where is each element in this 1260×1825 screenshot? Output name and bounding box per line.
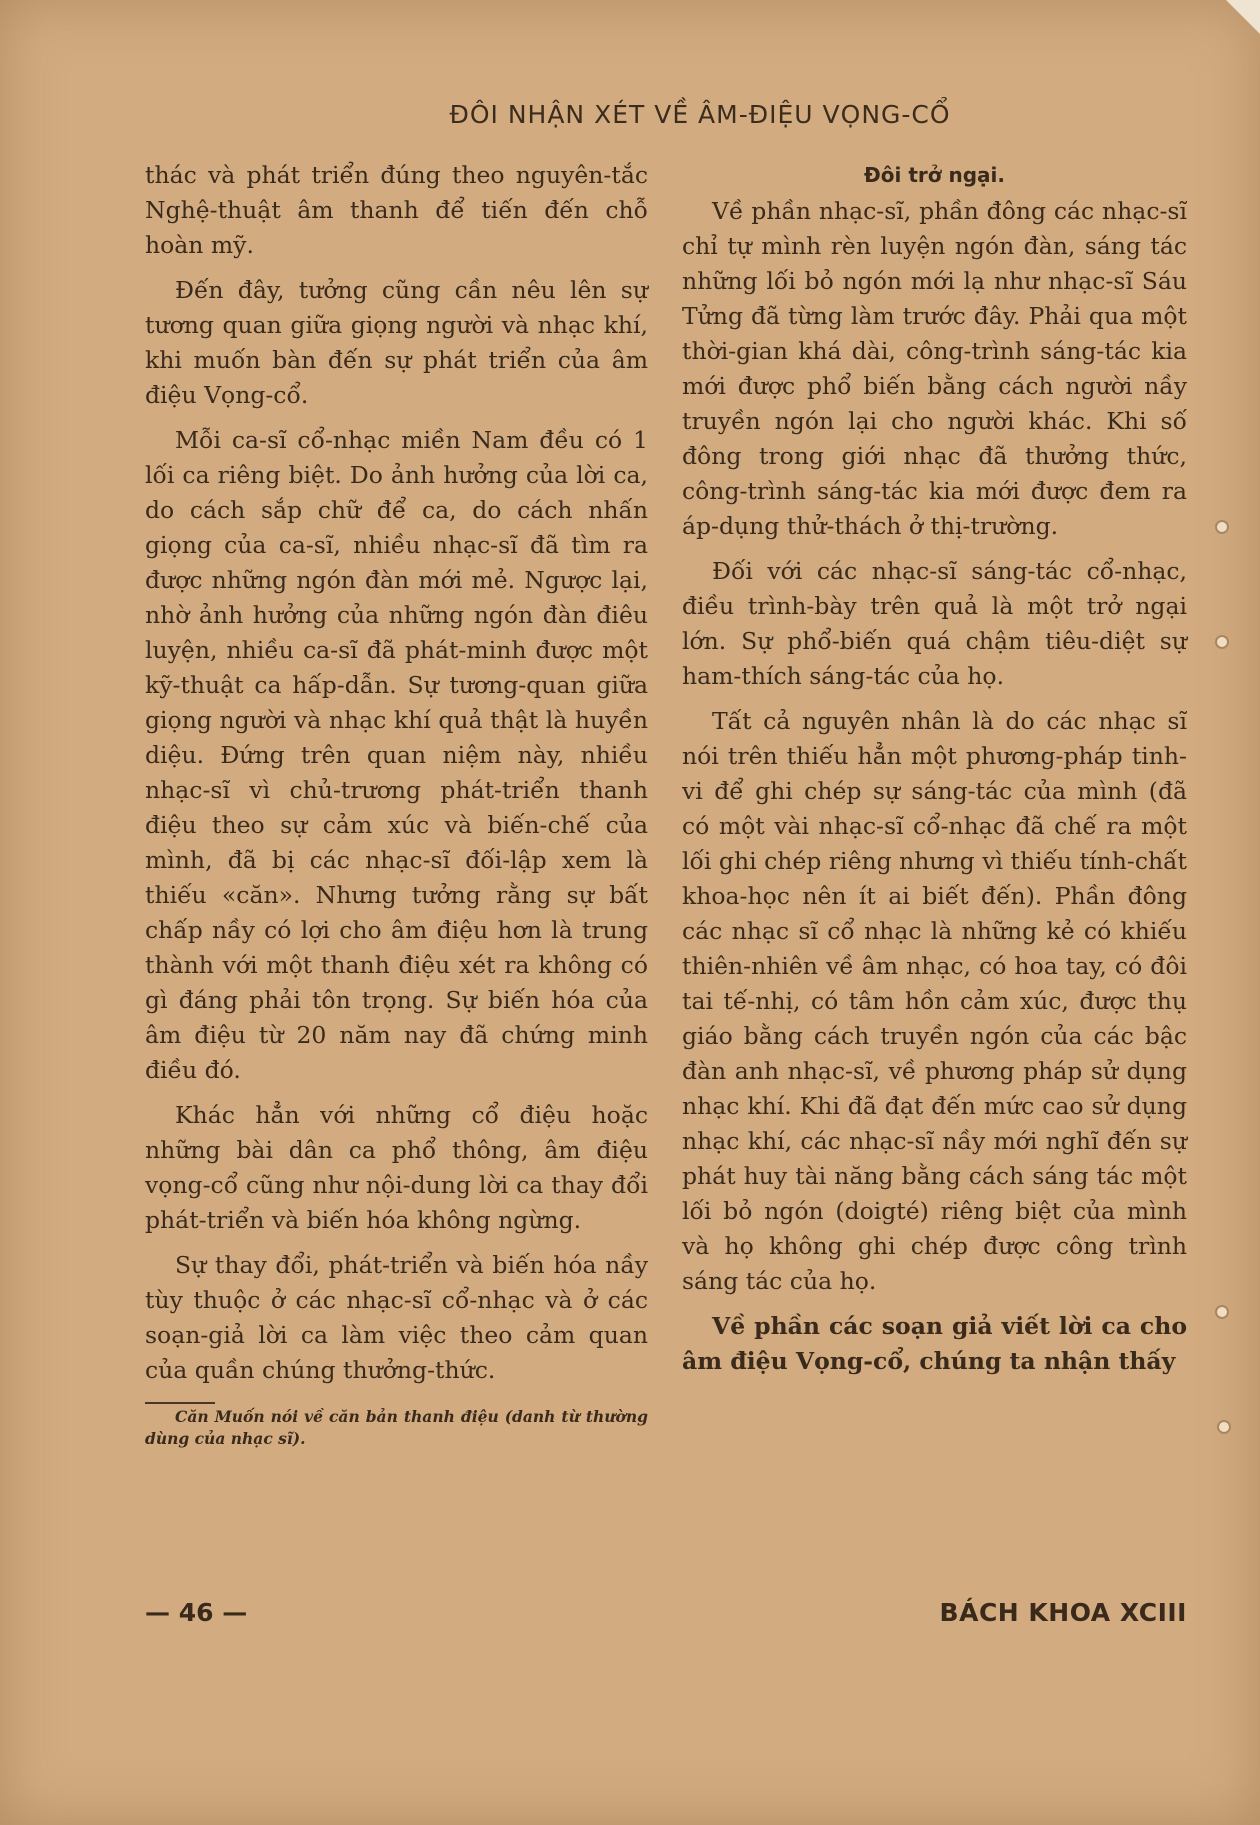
page-header: ĐÔI NHẬN XÉT VỀ ÂM-ĐIỆU VỌNG-CỔ [449, 100, 951, 129]
paragraph: Đối với các nhạc-sĩ sáng-tác cổ-nhạc, điều trình-bày trên quả là một trở ngại lớn. Sự phổ-biến quá chậm tiêu-diệt sự ham-thích sáng-tác của họ. [682, 557, 1187, 690]
binding-hole [1215, 635, 1229, 649]
binding-hole [1215, 520, 1229, 534]
footnote: Căn Muốn nói về căn bản thanh điệu (danh từ thường dùng của nhạc sĩ). [145, 1407, 648, 1448]
section-title: Đôi trở ngại. [864, 163, 1005, 187]
binding-hole [1215, 1305, 1229, 1319]
torn-corner [1226, 0, 1260, 34]
page-number: — 46 — [145, 1598, 248, 1627]
publication-name: BÁCH KHOA XCIII [939, 1598, 1187, 1627]
paragraph: Đến đây, tưởng cũng cần nêu lên sự tương quan giữa giọng người và nhạc khí, khi muốn bàn đến sự phát triển của âm điệu Vọng-cổ. [145, 276, 648, 409]
paragraph: Về phần nhạc-sĩ, phần đông các nhạc-sĩ chỉ tự mình rèn luyện ngón đàn, sáng tác những lối bỏ ngón mới lạ như nhạc-sĩ Sáu Tửng đã từng làm trước đây. Phải qua một thời-gian khá dài, công-trình sáng-tác kia mới được phổ biến bằng cách người nầy truyền ngón lại cho người khác. Khi số đông trong giới nhạc đã thưởng thức, công-trình sáng-tác kia mới được đem ra áp-dụng thử-thách ở thị-trường. [682, 197, 1187, 540]
paragraph: Tất cả nguyên nhân là do các nhạc sĩ nói trên thiếu hẳn một phương-pháp tinh-vi để ghi chép sự sáng-tác của mình (đã có một vài nhạc-sĩ cổ-nhạc đã chế ra một lối ghi chép riêng nhưng vì thiếu tính-chất khoa-học nên ít ai biết đến). Phần đông các nhạc sĩ cổ nhạc là những kẻ có khiếu thiên-nhiên về âm nhạc, có hoa tay, có đôi tai tế-nhị, có tâm hồn cảm xúc, được thụ giáo bằng cách truyền ngón của các bậc đàn anh nhạc-sĩ, về phương pháp sử dụng nhạc khí. Khi đã đạt đến mức cao sử dụng nhạc khí, các nhạc-sĩ nầy mới nghĩ đến sự phát huy tài năng bằng cách sáng tác một lối bỏ ngón (doigté) riêng biệt của mình và họ không ghi chép được công trình sáng tác của họ. [682, 707, 1187, 1295]
paragraph: Sự thay đổi, phát-triển và biến hóa nầy tùy thuộc ở các nhạc-sĩ cổ-nhạc và ở các soạn-giả lời ca làm việc theo cảm quan của quần chúng thưởng-thức. [145, 1251, 648, 1384]
right-column [682, 160, 1187, 1389]
binding-hole [1217, 1420, 1231, 1434]
left-column [145, 158, 648, 1460]
paragraph: Mỗi ca-sĩ cổ-nhạc miền Nam đều có 1 lối ca riêng biệt. Do ảnh hưởng của lời ca, do cách sắp chữ để ca, do cách nhấn giọng của ca-sĩ, nhiều nhạc-sĩ đã tìm ra được những ngón đàn mới mẻ. Ngược lại, nhờ ảnh hưởng của những ngón đàn điêu luyện, nhiều ca-sĩ đã phát-minh được một kỹ-thuật ca hấp-dẫn. Sự tương-quan giữa giọng người và nhạc khí quả thật là huyền diệu. Đứng trên quan niệm này, nhiều nhạc-sĩ vì chủ-trương phát-triển thanh điệu theo sự cảm xúc và biến-chế của mình, đã bị các nhạc-sĩ đối-lập xem là thiếu «căn». Nhưng tưởng rằng sự bất chấp nầy có lợi cho âm điệu hơn là trung thành với một thanh điệu xét ra không có gì đáng phải tôn trọng. Sự biến hóa của âm điệu từ 20 năm nay đã chứng minh điều đó. [145, 426, 648, 1084]
footnote-rule [145, 1402, 215, 1404]
paragraph: Về phần các soạn giả viết lời ca cho âm điệu Vọng-cổ, chúng ta nhận thấy [682, 1312, 1187, 1375]
paragraph: thác và phát triển đúng theo nguyên-tắc Nghệ-thuật âm thanh để tiến đến chỗ hoàn mỹ. [145, 161, 648, 259]
paragraph: Khác hẳn với những cổ điệu hoặc những bài dân ca phổ thông, âm điệu vọng-cổ cũng như nội-dung lời ca thay đổi phát-triển và biến hóa không ngừng. [145, 1101, 648, 1234]
